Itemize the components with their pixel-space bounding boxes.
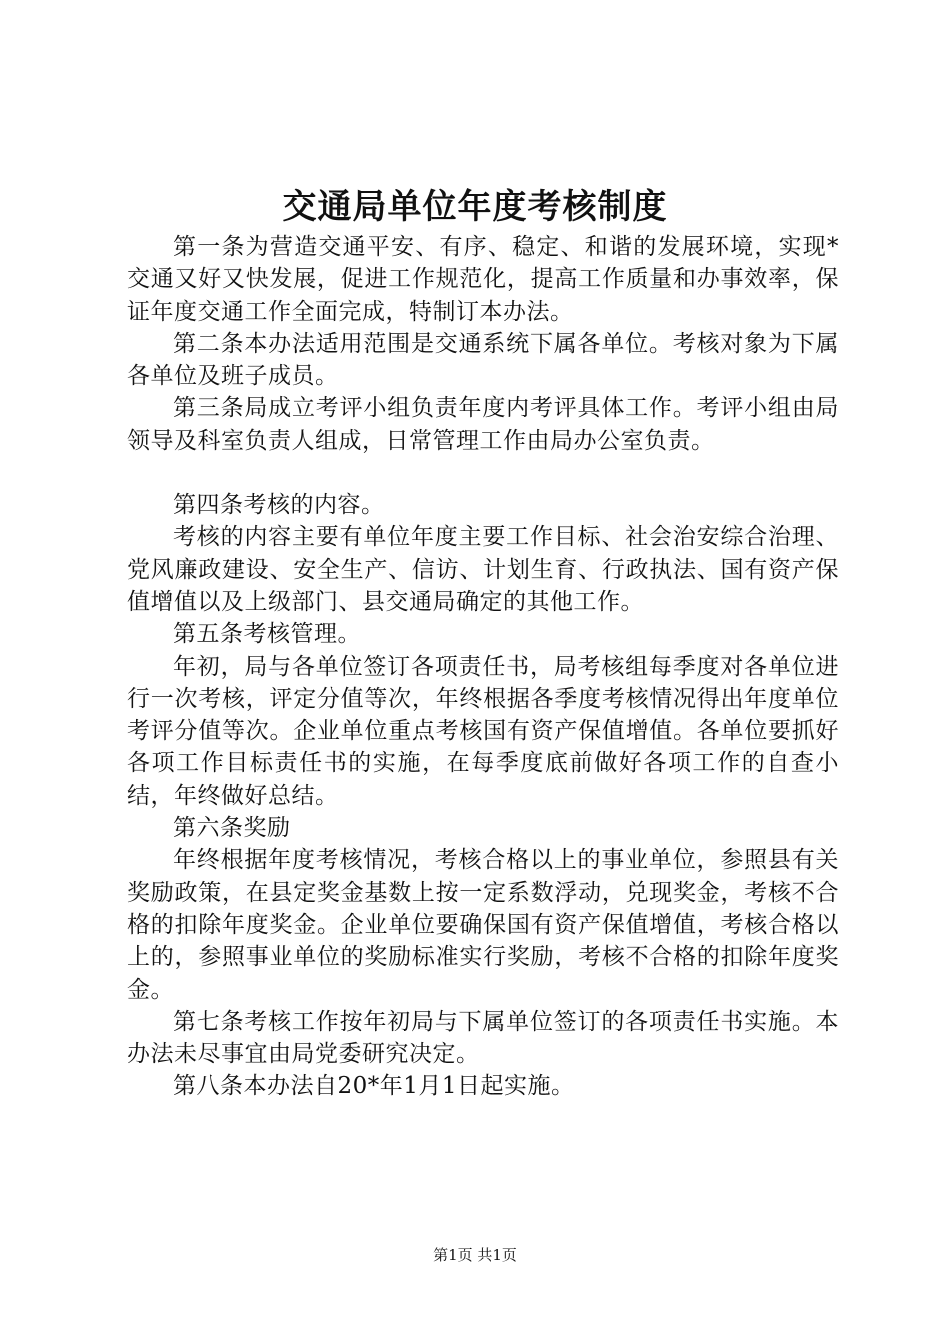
paragraph-article-1: 第一条为营造交通平安、有序、稳定、和谐的发展环境，实现*交通又好又快发展，促进工作规范化，提高工作质量和办事效率，保证年度交通工作全面完成，特制订本办法。 xyxy=(127,234,839,325)
paragraph-article-4-heading: 第四条考核的内容。 xyxy=(173,492,385,519)
paragraph-article-6-heading: 第六条奖励 xyxy=(173,815,291,842)
document-title: 交通局单位年度考核制度 xyxy=(282,187,668,227)
paragraph-article-8: 第八条本办法自20*年1月1日起实施。 xyxy=(173,1073,575,1100)
paragraph-article-3: 第三条局成立考评小组负责年度内考评具体工作。考评小组由局领导及科室负责人组成，日常管理工作由局办公室负责。 xyxy=(127,395,839,454)
paragraph-article-6-content: 年终根据年度考核情况，考核合格以上的事业单位，参照县有关奖励政策，在县定奖金基数上按一定系数浮动，兑现奖金，考核不合格的扣除年度奖金。企业单位要确保国有资产保值增值，考核合格以上的，参照事业单位的奖励标准实行奖励，考核不合格的扣除年度奖金。 xyxy=(127,847,839,1003)
paragraph-article-2: 第二条本办法适用范围是交通系统下属各单位。考核对象为下属各单位及班子成员。 xyxy=(127,330,839,390)
page-number-footer: 第1页 共1页 xyxy=(433,1246,517,1264)
paragraph-article-4-content: 考核的内容主要有单位年度主要工作目标、社会治安综合治理、党风廉政建设、安全生产、信访、计划生育、行政执法、国有资产保值增值以及上级部门、县交通局确定的其他工作。 xyxy=(127,524,839,615)
paragraph-article-5-heading: 第五条考核管理。 xyxy=(173,621,361,648)
paragraph-article-5-content: 年初，局与各单位签订各项责任书，局考核组每季度对各单位进行一次考核，评定分值等次，年终根据各季度考核情况得出年度单位考评分值等次。企业单位重点考核国有资产保值增值。各单位要抓好各项工作目标责任书的实施，在每季度底前做好各项工作的自查小结，年终做好总结。 xyxy=(127,653,839,809)
document-body xyxy=(127,231,839,1103)
paragraph-article-7: 第七条考核工作按年初局与下属单位签订的各项责任书实施。本办法未尽事宜由局党委研究决定。 xyxy=(127,1008,839,1068)
